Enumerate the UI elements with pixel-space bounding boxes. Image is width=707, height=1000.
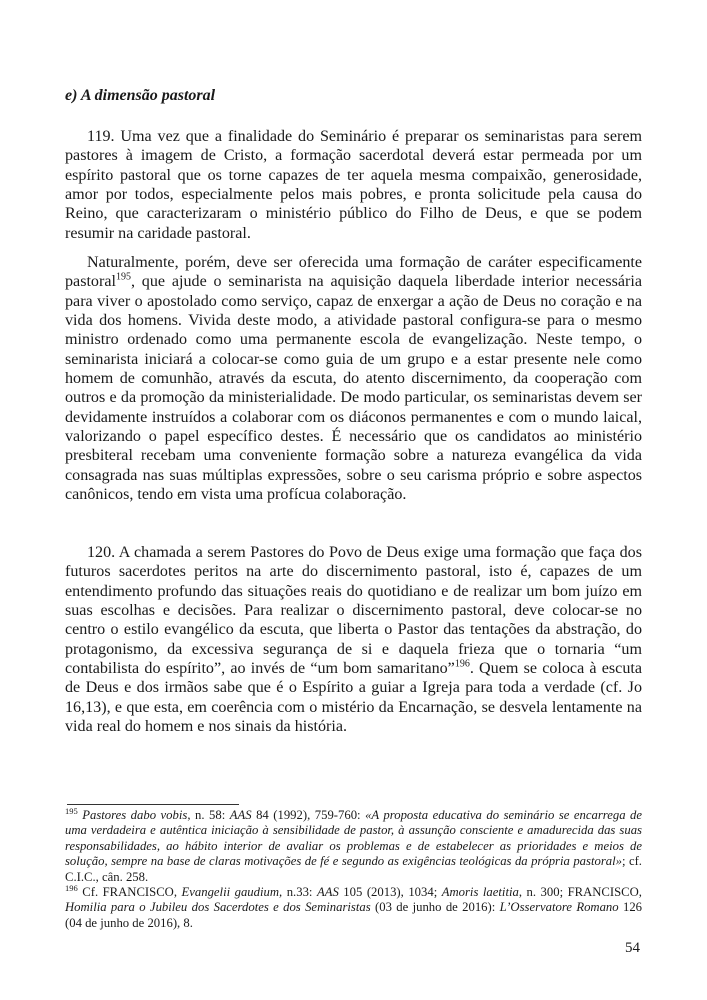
paragraph-text: 120. A chamada a serem Pastores do Povo de Deus exige uma formação que faça dos futuros sacerdotes peritos na arte do discernimento pastoral, isto é, capazes de um entendimento profundo das situações reais do quotidiano e de realizar um bom juízo em suas escolhas e decisões. Para realizar o discernimento pastoral, deve colocar-se no centro o estilo evangélico da escuta, que liberta o Pastor das tentações da abstração, do protagonismo, da excessiva segurança de si e daquela frieza que o tornaria “um contabilista do espírito”, ao invés de “um bom samaritano”	[65, 544, 642, 678]
citation-title: Pastores dabo vobis	[82, 808, 188, 822]
footnote-text: Cf. FRANCISCO,	[77, 885, 182, 900]
citation-title: Amoris laetitia	[441, 885, 519, 900]
citation-source: AAS	[229, 808, 252, 822]
paragraph-120	[65, 543, 642, 736]
paragraph-text: . Quem se coloca à escuta de Deus e dos irmãos sabe que é o Espírito a guiar a Igreja para toda a verdade (cf. Jo 16,13), e que esta, em coerência com o mistério da Encarnação, se desvela lentamente na vida real do homem e nos sinais da história.	[65, 660, 642, 736]
page-number: 54	[625, 940, 640, 956]
footnotes	[65, 805, 643, 931]
footnote-text: 105 (2013), 1034;	[338, 885, 442, 900]
footnote-ref-195[interactable]: 195	[115, 271, 131, 283]
footnote-text: 84 (1992), 759-760:	[251, 808, 366, 822]
footnote-text: n.33:	[282, 885, 317, 900]
citation-quote: «A proposta educativa do seminário se encarrega de uma verdadeira e autêntica iniciação à sensibilidade de pastor, à assunção consciente e amadurecida das suas responsabilidades, ao hábito interior de avaliar os problemas e de estabelecer as prioridades e meios de solução, sempre na base de claras motivações de fé e segundo as exigências teológicas da própria pastoral»	[65, 808, 643, 869]
citation-title: Homilia para o Jubileu dos Sacerdotes e dos Seminaristas	[65, 900, 371, 915]
footnote-text: (03 de junho de 2016):	[370, 900, 500, 915]
footnote-separator	[67, 804, 239, 805]
footnote-text: , n. 58:	[187, 808, 230, 822]
citation-title: Evangelii gaudium,	[181, 885, 283, 900]
footnote-text: , n. 300; FRANCISCO,	[518, 885, 642, 900]
footnote-text: ; cf. C.I.C., cân. 258.	[65, 854, 642, 884]
footnote-ref-196[interactable]: 196	[454, 658, 470, 670]
section-heading: e) A dimensão pastoral	[65, 87, 216, 104]
paragraph-119: 119. Uma vez que a finalidade do Seminário é preparar os seminaristas para serem pastores à imagem de Cristo, a formação sacerdotal deverá estar permeada por um espírito pastoral que os torne capazes de ter aquela mesma compaixão, generosidade, amor por todos, especialmente pelos mais pobres, e pronta solicitude pela causa do Reino, que caracterizaram o ministério público do Filho de Deus, e que se podem resumir na caridade pastoral.	[65, 128, 642, 242]
footnote-text: 126 (04 de junho de 2016), 8.	[65, 900, 643, 930]
citation-source: L’Osservatore Romano	[499, 900, 619, 915]
footnote-196	[65, 882, 643, 931]
paragraph-text: , que ajude o seminarista na aquisição daquela liberdade interior necessária para viver o apostolado como serviço, capaz de enxergar a ação de Deus no coração e na vida dos homens. Vivida deste modo, a atividade pastoral configura-se para o mesmo ministro ordenado como uma permanente escola de evangelização. Neste tempo, o seminarista iniciará a colocar-se como guia de um grupo e a estar presente nele como homem de comunhão, através da escuta, do atento discernimento, da cooperação com outros e da promoção da ministerialidade. De modo particular, os seminaristas devem ser devidamente instruídos a colaborar com os diáconos permanentes e com o mundo laical, valorizando o papel específico destes. É necessário que os candidatos ao ministério presbiteral recebam uma conveniente formação sobre a natureza evangélica da vida consagrada nas suas múltiplas expressões, sobre o seu carisma próprio e sobre aspectos canônicos, tendo em vista uma profícua colaboração.	[65, 273, 642, 504]
footnote-number: 195	[65, 805, 78, 816]
footnote-195	[65, 805, 643, 885]
paragraph-119-continued	[65, 253, 642, 504]
footnote-number: 196	[65, 882, 78, 893]
paragraph-text: Naturalmente, porém, deve ser oferecida uma formação de caráter especificamente pastoral	[65, 254, 642, 291]
citation-source: AAS	[316, 885, 339, 900]
